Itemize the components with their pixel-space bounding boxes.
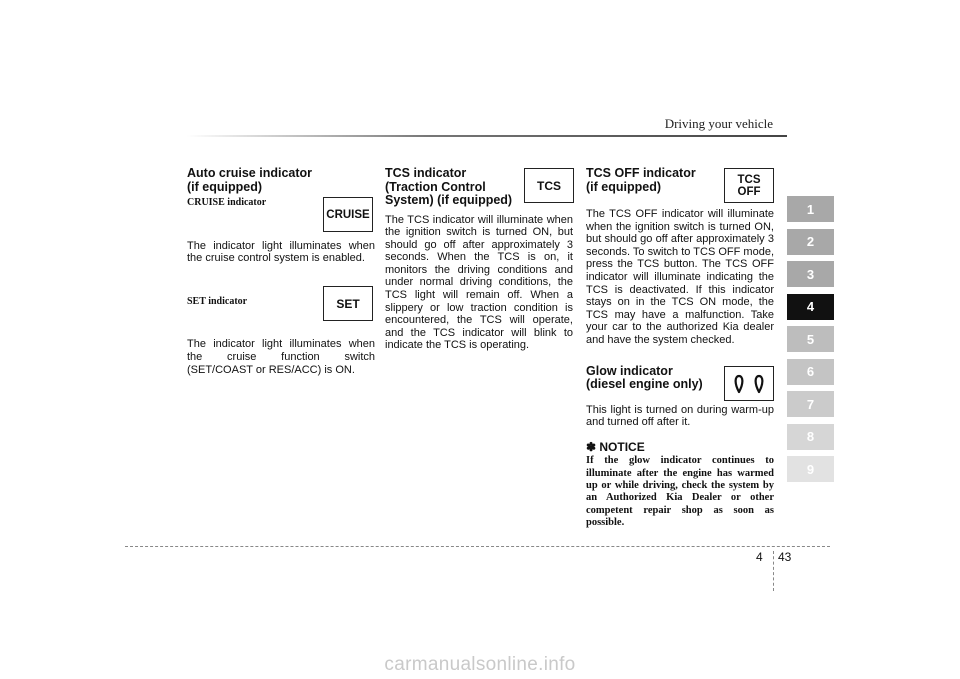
page-number: 43 (778, 550, 792, 564)
chapter-number: 4 (756, 550, 763, 564)
tcs-off-indicator-icon (724, 168, 774, 203)
section-title: Driving your vehicle (664, 116, 773, 131)
chapter-tab-7[interactable]: 7 (787, 391, 834, 417)
set-indicator-text: The indicator light illuminates when the cruise function switch (SET/COAST or RES/ACC) is ON. (187, 338, 375, 376)
cruise-icon-label: CRUISE (326, 208, 370, 221)
tcs-off-icon-label: TCS OFF (737, 173, 761, 198)
chapter-tab-3[interactable]: 3 (787, 261, 834, 287)
glow-heading: Glow indicator (diesel engine only) (586, 363, 703, 392)
chapter-tab-1[interactable]: 1 (787, 196, 834, 222)
glow-text: This light is turned on during warm-up and turned off after it. (586, 403, 774, 429)
set-icon-label: SET (336, 296, 360, 311)
page-number-divider (773, 551, 774, 591)
notice-text: If the glow indicator continues to illuminate after the engine has warmed up or while driving, check the system by an Authorized Kia Dealer or other competent repair shop as soon as possible. (586, 455, 774, 528)
glow-indicator-icon (724, 366, 774, 401)
cruise-indicator-text: The indicator light illuminates when the cruise control system is enabled. (187, 239, 375, 265)
chapter-tab-8[interactable]: 8 (787, 424, 834, 450)
tcs-icon-label: TCS (537, 178, 561, 193)
header-rule (187, 135, 787, 137)
tcs-off-heading: TCS OFF indicator (if equipped) (586, 166, 696, 194)
glow-plug-icon (729, 371, 769, 397)
chapter-tab-2[interactable]: 2 (787, 229, 834, 255)
auto-cruise-heading: Auto cruise indicator (if equipped) (187, 166, 313, 194)
cruise-indicator-subheading: CRUISE indicator (187, 197, 267, 208)
tcs-heading: TCS indicator (Traction Control System) (if equipped) (385, 166, 513, 207)
chapter-tab-6[interactable]: 6 (787, 359, 834, 385)
watermark: carmanualsonline.info (384, 654, 576, 675)
cruise-indicator-icon (323, 197, 373, 232)
chapter-tab-9[interactable]: 9 (787, 456, 834, 482)
footer-rule (125, 546, 830, 547)
chapter-tab-4[interactable]: 4 (787, 294, 834, 320)
set-indicator-icon (323, 286, 373, 321)
tcs-indicator-icon (524, 168, 574, 203)
notice-title: ✽ NOTICE (586, 439, 645, 454)
tcs-off-text: The TCS OFF indicator will illuminate when the ignition switch is turned ON, but should go off after approximately 3 seconds. To switch to TCS OFF mode, press the TCS button. The TCS OFF indicator will illuminate indicating the TCS is deactivated. If this indicator stays on in the TCS ON mode, the TCS may have a malfunction. Take your car to the authorized Kia dealer and have the system checked. (586, 208, 774, 346)
chapter-tab-5[interactable]: 5 (787, 326, 834, 352)
set-indicator-subheading: SET indicator (187, 295, 248, 307)
tcs-text: The TCS indicator will illuminate when the ignition switch is turned ON, but should go off after approximately 3 seconds. When the TCS is on, it monitors the driving conditions and under normal driving conditions, the TCS light will remain off. When a slippery or low traction condition is encountered, the TCS will operate, and the TCS indicator will blink to indicate the TCS is operating. (385, 213, 573, 352)
column-tcs-off-glow (586, 167, 774, 529)
